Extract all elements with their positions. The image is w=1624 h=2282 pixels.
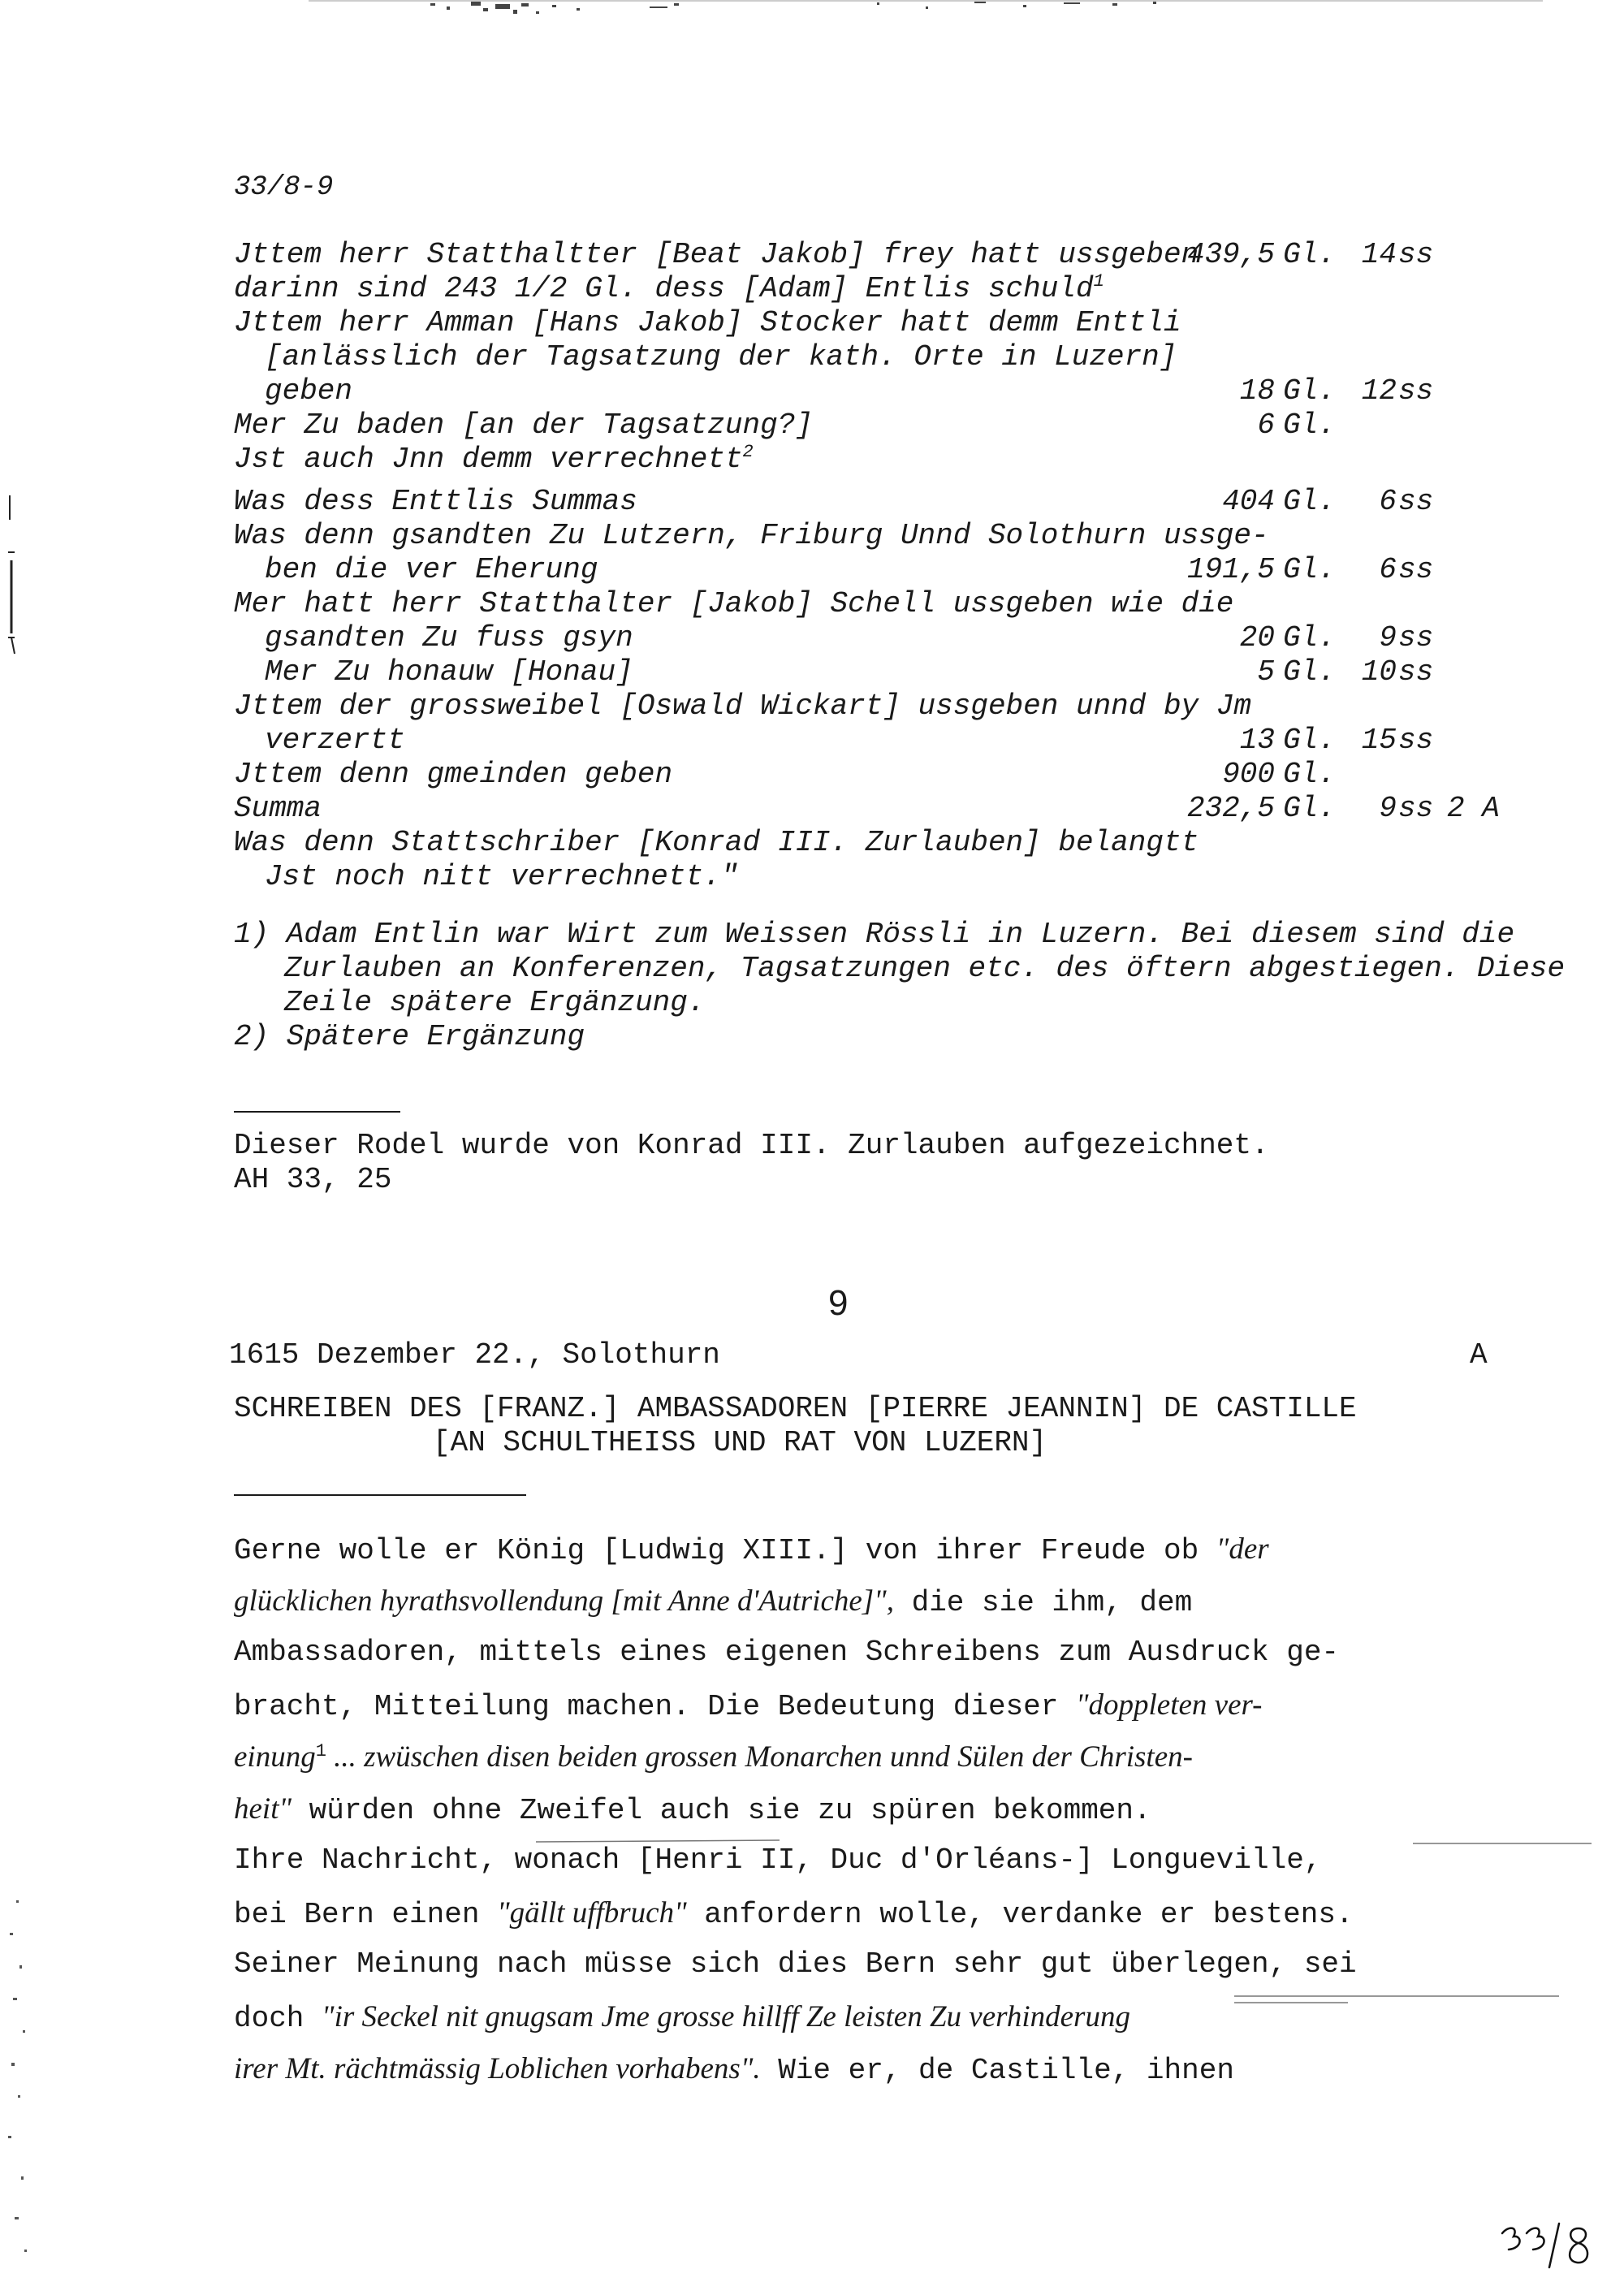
body-line: bracht, Mitteilung machen. Die Bedeutung dieser "doppleten ver- — [234, 1688, 1263, 1723]
ledger-row-currency: Gl. — [1283, 792, 1336, 825]
ledger-row-currency: Gl. — [1283, 485, 1336, 518]
ledger-row-text: Jttem denn gmeinden geben — [234, 758, 673, 791]
document-type: A — [1470, 1338, 1488, 1372]
ledger-row-currency: Gl. — [1283, 621, 1336, 655]
ledger-row-amount: 404 — [1222, 485, 1275, 518]
ledger-row-amount: 20 — [1239, 621, 1275, 655]
footnote-ref: 2 — [742, 442, 754, 462]
body-line: Seiner Meinung nach müsse sich dies Bern sehr gut überlegen, sei — [234, 1947, 1357, 1981]
ledger-row-schilling-label: ss — [1398, 792, 1434, 825]
ledger-row-text: Was denn gsandten Zu Lutzern, Friburg Unnd Solothurn ussge- — [234, 519, 1269, 552]
ledger-row-currency: Gl. — [1283, 238, 1336, 271]
ledger-row-text: Mer Zu baden [an der Tagsatzung?] — [234, 408, 813, 442]
ledger-row-currency: Gl. — [1283, 724, 1336, 757]
note-line: AH 33, 25 — [234, 1163, 392, 1196]
document-title-cont: [AN SCHULTHEISS UND RAT VON LUZERN] — [433, 1426, 1047, 1459]
body-line: heit" würden ohne Zweifel auch sie zu spüren bekommen. — [234, 1792, 1151, 1827]
ledger-row-schilling: 9 — [1379, 621, 1397, 655]
ledger-row-text: Was dess Enttlis Summas — [234, 485, 637, 518]
ledger-row-schilling-label: ss — [1398, 374, 1434, 408]
ledger-row-schilling: 6 — [1379, 485, 1397, 518]
body-line: bei Bern einen "gällt uffbruch" anfordern wolle, verdanke er bestens. — [234, 1896, 1354, 1931]
ledger-row-extra: 2 A — [1447, 792, 1500, 825]
ledger-row-text: geben — [265, 374, 353, 408]
ledger-row-text: Was denn Stattschriber [Konrad III. Zurlauben] belangtt — [234, 826, 1199, 859]
body-line: irer Mt. rächtmässig Loblichen vorhabens". Wie er, de Castille, ihnen — [234, 2052, 1234, 2087]
ledger-row-schilling: 15 — [1361, 724, 1397, 757]
footnote-1: 1) Adam Entlin war Wirt zum Weissen Rössli in Luzern. Bei diesem sind die — [234, 918, 1515, 951]
ledger-row-amount: 439,5 — [1186, 238, 1275, 271]
ledger-row-currency: Gl. — [1283, 655, 1336, 689]
ledger-row-text: ben die ver Eherung — [265, 553, 598, 586]
ledger-row-text: Jttem der grossweibel [Oswald Wickart] ussgeben unnd by Jm — [234, 689, 1252, 723]
footnote-ref: 1 — [315, 1741, 326, 1761]
ledger-row-text: Jst noch nitt verrechnett." — [265, 860, 739, 893]
ledger-row-amount: 18 — [1239, 374, 1275, 408]
ledger-row-amount: 13 — [1239, 724, 1275, 757]
footnote-1-cont: Zeile spätere Ergänzung. — [284, 986, 706, 1019]
ledger-row-amount: 5 — [1257, 655, 1275, 689]
ledger-row-text: Jst auch Jnn demm verrechnett$^2$ — [234, 442, 754, 476]
ledger-row-text: Summa — [234, 792, 322, 825]
note-line: Dieser Rodel wurde von Konrad III. Zurlauben aufgezeichnet. — [234, 1129, 1269, 1162]
ledger-row-currency: Gl. — [1283, 374, 1336, 408]
ledger-row-schilling: 10 — [1361, 655, 1397, 689]
ledger-row-amount: 191,5 — [1186, 553, 1275, 586]
ledger-row-text: [anlässlich der Tagsatzung der kath. Orte in Luzern] — [265, 340, 1177, 374]
ledger-row-schilling: 12 — [1361, 374, 1397, 408]
body-line: Ambassadoren, mittels eines eigenen Schreibens zum Ausdruck ge- — [234, 1636, 1340, 1669]
footnote-2: 2) Spätere Ergänzung — [234, 1020, 585, 1053]
ledger-row-text: Jttem herr Amman [Hans Jakob] Stocker hatt demm Enttli — [234, 306, 1181, 339]
body-line: doch "ir Seckel nit gnugsam Jme grosse hillff Ze leisten Zu verhinderung — [234, 2000, 1130, 2035]
ledger-row-schilling-label: ss — [1398, 238, 1434, 271]
footnote-1-cont: Zurlauben an Konferenzen, Tagsatzungen etc. des öftern abgestiegen. Diese — [284, 952, 1566, 985]
ledger-row-text: gsandten Zu fuss gsyn — [265, 621, 633, 655]
body-line: glücklichen hyrathsvollendung [mit Anne d'Autriche]", die sie ihm, dem — [234, 1584, 1193, 1619]
ledger-row-amount: 6 — [1257, 408, 1275, 442]
body-line: Gerne wolle er König [Ludwig XIII.] von ihrer Freude ob "der — [234, 1532, 1269, 1567]
ledger-row-currency: Gl. — [1283, 553, 1336, 586]
ledger-row-text: darinn sind 243 1/2 Gl. dess [Adam] Entlis schuld$^1$ — [234, 271, 1104, 305]
body-line: Ihre Nachricht, wonach [Henri II, Duc d'Orléans-] Longueville, — [234, 1843, 1322, 1877]
ledger-row-text: Mer Zu honauw [Honau] — [265, 655, 633, 689]
ledger-row-currency: Gl. — [1283, 408, 1336, 442]
ledger-row-schilling: 9 — [1379, 792, 1397, 825]
ledger-row-schilling-label: ss — [1398, 724, 1434, 757]
footnote-ref: 1 — [1093, 271, 1104, 292]
body-line: einung$^1$ ... zwüschen disen beiden grossen Monarchen unnd Sülen der Christen- — [234, 1740, 1193, 1774]
date-place: 1615 Dezember 22., Solothurn — [229, 1338, 720, 1372]
ledger-row-schilling: 6 — [1379, 553, 1397, 586]
ledger-row-amount: 232,5 — [1186, 792, 1275, 825]
separator-rule — [234, 1111, 400, 1113]
scan-artifact-left-edge — [0, 471, 32, 2282]
handwritten-page-mark — [1494, 2217, 1600, 2274]
scan-artifact-top — [309, 0, 1543, 21]
ledger-row-amount: 900 — [1222, 758, 1275, 791]
ledger-row-currency: Gl. — [1283, 758, 1336, 791]
ledger-row-text: Mer hatt herr Statthalter [Jakob] Schell ussgeben wie die — [234, 587, 1234, 620]
ledger-row-schilling-label: ss — [1398, 485, 1434, 518]
ledger-row-text: verzertt — [265, 724, 405, 757]
ledger-row-schilling-label: ss — [1398, 553, 1434, 586]
ledger-row-schilling-label: ss — [1398, 621, 1434, 655]
ledger-row-text: Jttem herr Statthaltter [Beat Jakob] frey hatt ussgeben — [234, 238, 1199, 271]
page-reference: 33/8-9 — [234, 172, 334, 203]
ledger-row-schilling: 14 — [1361, 238, 1397, 271]
scan-artifact-lines — [536, 1837, 1592, 2032]
ledger-row-schilling-label: ss — [1398, 655, 1434, 689]
document-title: SCHREIBEN DES [FRANZ.] AMBASSADOREN [PIERRE JEANNIN] DE CASTILLE — [234, 1392, 1357, 1425]
heading-rule — [234, 1494, 526, 1496]
document-number: 9 — [828, 1283, 849, 1323]
